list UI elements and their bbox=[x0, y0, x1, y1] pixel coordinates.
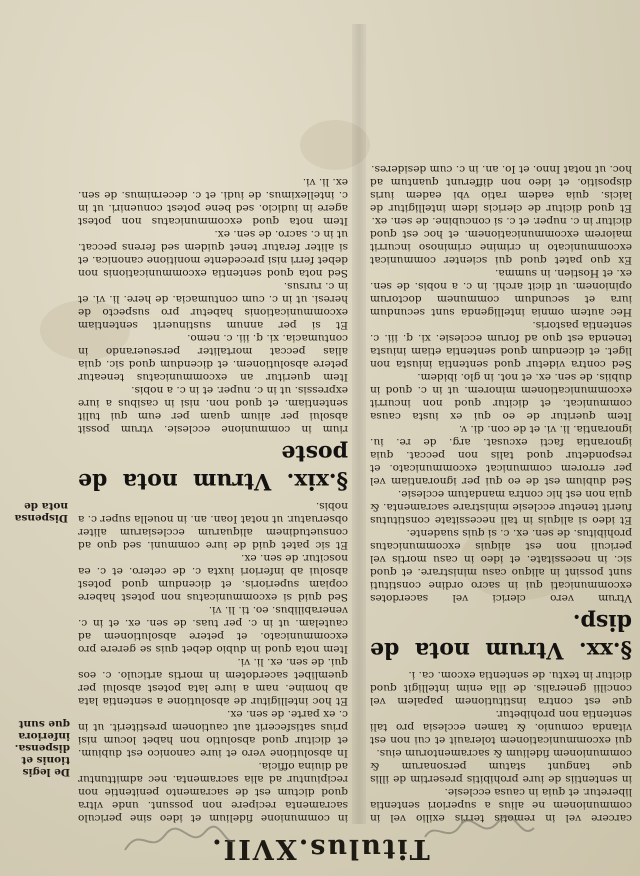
paragraph: Item nota quod in dubio debet quis se gerere pro excommunicato. et petere absolutionem ad cautelam. ut in c. per tuas. de sen. ex. et in c. venerabilibus. eo. ti. li. vi. bbox=[78, 604, 348, 655]
column-gutter bbox=[352, 24, 366, 824]
paragraph: qui excommunicationem tolerauit et cui non est vitanda comunio. & tamen ecclesia pro tali sententia non prohibetur. bbox=[370, 708, 632, 746]
signature-scribble-icon bbox=[120, 820, 240, 860]
paragraph: carcere vel in remotis terris exilio vel in communionem ne alius a superiori sententia liberetur. et quia in causa ecclesie. bbox=[370, 786, 632, 824]
paragraph: Et hoc intelligitur de absolutione a sententia lata ab homine. nam a iure lata potest absolui per quemlibet sacerdotem in mortis articulo. c. eos qui. de sen. ex. li. vi. bbox=[78, 656, 348, 707]
paragraph: Sed quid si excommunicatus non potest habere copiam superioris. et dicendum quod potest absolui ab inferiori iuxta c. de cetero. et c. ea noscitur. de sen. ex. bbox=[78, 552, 348, 603]
paragraph: que est contra institutionem papalem vel concilii generalis. de illa enim intelligit quod dicitur in textu. de sententia excom. ca. i. bbox=[370, 669, 632, 707]
paragraph: rium in communione ecclesie. vtrum possit absolui per alium quam per eum qui tulit sententiam. et quod non. nisi in casibus a iure expressis. ut in c. nuper. et in c. a nobis. bbox=[78, 384, 348, 435]
paragraph: Et si per annum sustinuerit sententiam excommunicationis habetur pro suspecto de heresi. ut in c. cum contumacia. de here. li. vi. et in c. rursus. bbox=[78, 280, 348, 331]
section-rubric: §.xx. Vtrum nota de disp. bbox=[370, 609, 632, 663]
margin-note: Dispensa nota de bbox=[14, 500, 68, 524]
paragraph: in communione fidelium et ideo sine periculo sacramenta recipere non possunt. unde vltra quod dictum est de sacramento penitentie non recipiuntur ad alia sacramenta. nec admittuntur ad diuina officia. bbox=[78, 760, 348, 824]
paragraph: Ex quo patet quod qui scienter communicat excommunicato in crimine criminoso incurrit maiorem excommunicationem. et hoc est quod dicitur in c. nuper. et c. si concubine. de sen. ex. bbox=[370, 215, 632, 266]
paragraph: Item queritur de eo qui ex iusta causa communicat. et dicitur quod non incurrit excommunicationem minorem. ut in c. quod in dubiis. de sen. ex. et not. in glo. ibidem. bbox=[370, 371, 632, 422]
paragraph: Sed contra videtur quod sententia iniusta non liget. et dicendum quod sententia etiam iniusta tenenda est quo ad forum ecclesie. xi. q. iii. c. sententia pastoris. bbox=[370, 319, 632, 370]
paragraph: Sed nota quod sententia excommunicationis non debet ferri nisi precedente monitione canonica. et si aliter feratur tenet quidem sed ferens peccat. ut in c. sacro. de sen. ex. bbox=[78, 228, 348, 279]
paragraph: Et quod dicitur de clericis idem intelligitur de laicis. quia eadem ratio vbi eadem iuris dispositio. et ideo non differunt quantum ad hoc. ut notat Inno. et Io. an. in c. cum desideres. bbox=[370, 163, 632, 214]
margin-note: De legis tionis et dispensa. inferiora que sunt bbox=[14, 718, 70, 778]
paragraph: Et sic patet quid de iure communi. sed quo ad consuetudinem aliquarum ecclesiarum aliter obseruatur. ut notat Ioan. an. in nouella super c. a nobis. bbox=[78, 500, 348, 551]
paragraph: Sed dubium est de eo qui per ignorantiam vel per errorem communicat excommunicato. et respondetur quod talis non peccat. quia ignorantia facti excusat. arg. de re. iu. ignorantia. li. vi. et de con. di. v. bbox=[370, 423, 632, 487]
paragraph: Item nota quod excommunicatus non potest agere in iudicio. sed bene potest conueniri. ut in c. intelleximus. de iudi. et c. decernimus. de sen. ex. li. vi. bbox=[78, 176, 348, 227]
signature-scribble-icon bbox=[420, 812, 540, 852]
paragraph: Item queritur an excommunicatus teneatur petere absolutionem. et dicendum quod sic. quia alias peccat mortaliter perseuerando in contumacia. xi. q. iii. c. nemo. bbox=[78, 332, 348, 383]
text-column-left bbox=[370, 14, 632, 824]
text-column-right bbox=[78, 14, 348, 824]
handwritten-signature bbox=[420, 812, 540, 860]
paragraph: In absolutione vero et iure canonico est dubium. et dicitur quod absolutio non habet locum nisi prius satisfecerit aut cautionem prestiterit. ut in c. ex parte. de sen. ex. bbox=[78, 708, 348, 759]
paragraph: Et ideo si aliquis in tali necessitate constitutus fuerit tenetur ecclesie ministrare sacramenta. & quia non est hic contra mandatum ecclesie. bbox=[370, 488, 632, 526]
paragraph: in sententiis de iure prohibitis presertim de illis que tangunt statum personarum & communionem fidelium & sacramentorum eius. bbox=[370, 747, 632, 785]
paragraph: Hec autem omnia intelligenda sunt secundum iura et secundum communem doctorum opinionem. ut dicit archi. in c. a nobis. de sen. ex. et Hostien. in summa. bbox=[370, 267, 632, 318]
section-rubric: §.xix. Vtrum nota de poste bbox=[78, 440, 348, 494]
running-head: Titulus.XVII. bbox=[210, 833, 430, 864]
paragraph: Vtrum vero clerici vel sacerdotes excommunicati qui in sacro ordine constituti sunt possint in aliquo casu ministrare. et quod sic. in necessitate. et ideo in casu mortis vel periculi non est aliquis excommunicatus prohibitus. de sen. ex. c. si quis suadente. bbox=[370, 527, 632, 604]
handwritten-signature bbox=[120, 820, 240, 868]
